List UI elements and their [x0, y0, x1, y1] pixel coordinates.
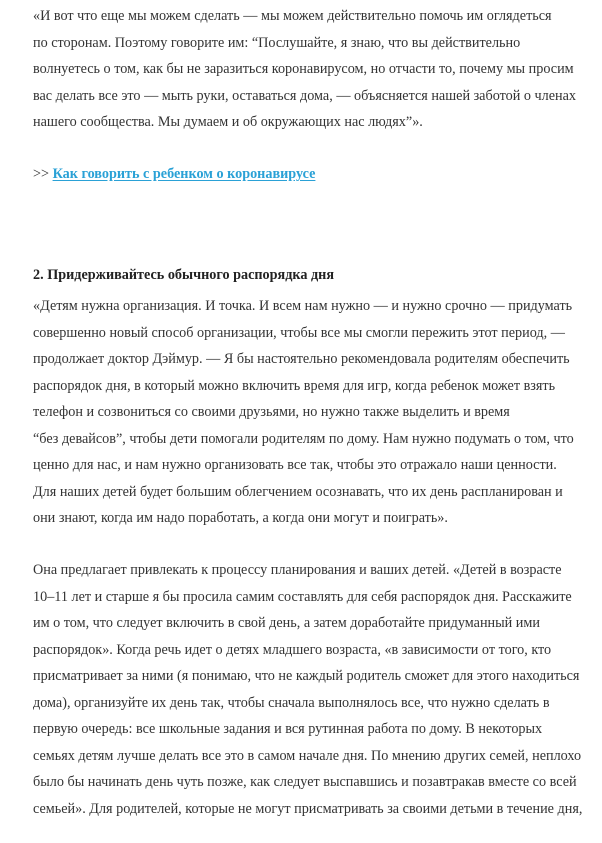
related-article-row — [33, 161, 315, 187]
section-heading: 2. Придерживайтесь обычного распорядка дня — [33, 266, 335, 283]
paragraph-line: Для наших детей будет большим облегчением осознавать, что их день распланирован и — [33, 483, 563, 500]
related-arrow-prefix: >> — [33, 166, 50, 182]
paragraph-line: первую очередь: все школьные задания и вся рутинная работа по дому. В некоторых — [33, 721, 543, 737]
paragraph-quote-community — [33, 3, 576, 136]
paragraph-line: вас делать все это — мыть руки, оставаться дома, — объясняется нашей заботой о членах — [33, 87, 576, 104]
paragraph-line: ценно для нас, и нам нужно организовать все так, чтобы это отражало наши ценности. — [33, 457, 557, 473]
paragraph-line: волнуетесь о том, как бы не заразиться коронавирусом, но отчасти то, почему мы просим — [33, 61, 574, 77]
paragraph-line: совершенно новый способ организации, чтобы все мы смогли пережить этот период, — — [33, 324, 565, 341]
paragraph-organization — [33, 293, 574, 532]
paragraph-line: распорядок дня, в который можно включить время для игр, когда ребенок может взять — [33, 377, 556, 394]
paragraph-line: они знают, когда им надо поработать, а когда они могут и поиграть». — [33, 510, 448, 526]
paragraph-line: «И вот что еще мы можем сделать — мы можем действительно помочь им оглядеться — [33, 8, 552, 24]
paragraph-line: Она предлагает привлекать к процессу планирования и ваших детей. «Детей в возрасте — [33, 562, 562, 578]
paragraph-line: “без девайсов”, чтобы дети помогали родителям по дому. Нам нужно подумать о том, что — [33, 430, 574, 447]
paragraph-line: семьей». Для родителей, которые не могут присматривать за своими детьми в течение дня, — [33, 800, 583, 817]
paragraph-line: было бы начинать день чуть позже, как следует выспавшись и позавтракав вместе со всей — [33, 774, 577, 790]
paragraph-line: присматривает за ними (я понимаю, что не каждый родитель сможет для этого находиться — [33, 668, 580, 684]
paragraph-line: нашего сообщества. Мы думаем и об окружающих нас людях”». — [33, 114, 423, 130]
paragraph-line: дома), организуйте их день так, чтобы сначала выполнялось все, что нужно сделать в — [33, 694, 550, 711]
paragraph-line: им о том, что следует включить в свой день, а затем доработайте придуманный ими — [33, 615, 540, 631]
paragraph-line: распорядок». Когда речь идет о детях младшего возраста, «в зависимости от того, кто — [33, 641, 552, 658]
related-article-link[interactable]: Как говорить с ребенком о коронавирусе — [52, 166, 316, 182]
paragraph-line: 10–11 лет и старше я бы просила самим составлять для себя распорядок дня. Расскажите — [33, 588, 572, 605]
paragraph-line: «Детям нужна организация. И точка. И всем нам нужно — и нужно срочно — придумать — [33, 298, 573, 314]
paragraph-planning — [33, 557, 582, 822]
paragraph-line: продолжает доктор Дэймур. — Я бы настоятельно рекомендовала родителям обеспечить — [33, 351, 570, 367]
paragraph-line: семьях детям лучше делать все это в самом начале дня. По мнению других семей, неплохо — [33, 747, 582, 764]
paragraph-line: по сторонам. Поэтому говорите им: “Послушайте, я знаю, что вы действительно — [33, 34, 521, 51]
paragraph-line: телефон и созвониться со своими друзьями, но нужно также выделить и время — [33, 404, 510, 420]
